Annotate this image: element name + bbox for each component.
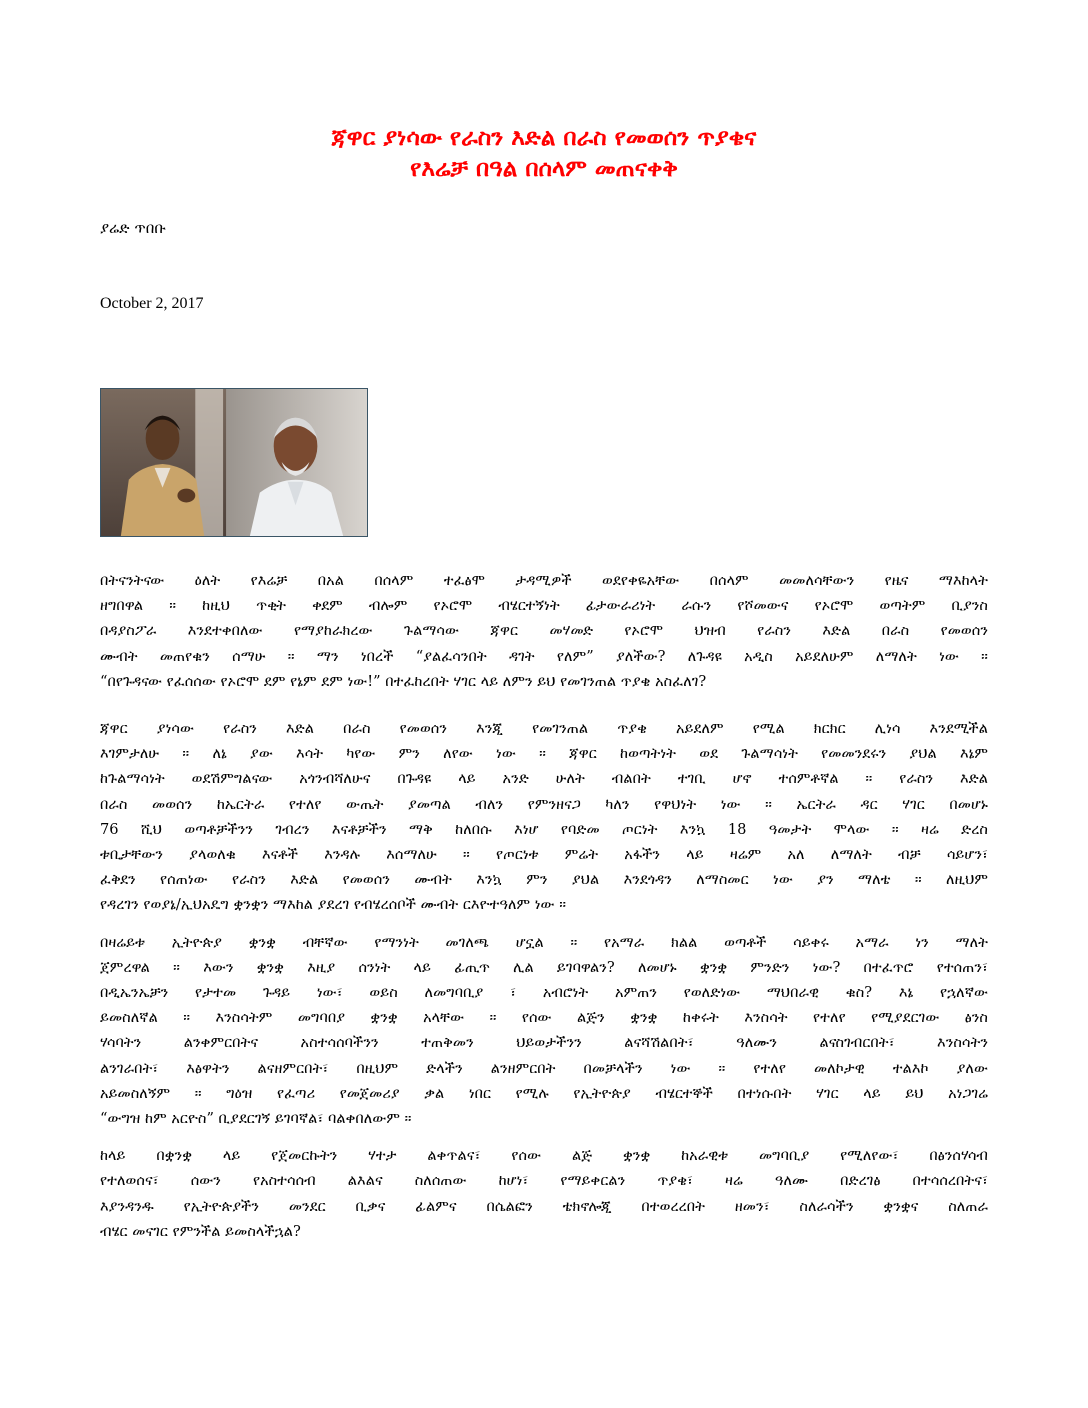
paragraph-line: ልንገራበት፣ እፅዋትን ልናዘምርበት፣ በዚህም ድላችን ልንዘምርበት በመቻላችን ነው ። የተለየ መለኮታዊ ተልእኮ ያለው [100,1059,988,1077]
paragraph-line: የዳረገን የወያኔ/ኢህአዴግ ቋንቋን ማእከል ያደረገ የብሄረሰቦች ሙብት ርእዮተዓለም ነው ። [100,896,567,914]
paragraph-line: ፈቅደን የሰጠነው የራስን እድል የመወሰን ሙብት እንኳ ምን ያህል እንደጎዳን ለማስመር ነው ያን ማለቴ ። ለዚህም [100,871,988,889]
portrait-photo-icon [101,389,367,536]
paragraph-line: በትናንትናው ዕለት የእሬቻ በአል በሰላም ተፈፅሞ ታዳሚዎች ወደየቀዬአቸው በሰላም መመለሳቸውን የዜና ማእከላት [100,572,988,589]
paragraph-line: ከጉልማሳነት ወደሽምግልናው አጎንብሻለሁና በጉዳዩ ላይ አንድ ሁለት ብልበት ተገቢ ሆኖ ተሰምቶኛል ። የራስን እድል [100,770,988,788]
paragraph-line: በዳያስፖራ እንደተቀበለው የማያከራክረው ጉልማሳው ጃዋር መሃመድ የኦሮሞ ህዝብ የራስን እድል በራስ የመወሰን [100,622,988,640]
article-title [100,122,988,184]
paragraph-2 [100,716,988,918]
paragraph-1 [100,568,988,694]
paragraph-line: “ውግዝ ከም አርዮስ” ቢያደርገኝ ይገባኛል፣ ባልቀበለውም ። [100,1110,412,1128]
paragraph-3 [100,930,988,1132]
paragraph-line: 76 ሺህ ወጣቶቻችንን ገብረን እናቶቻችን ማቅ ከለበሱ እነሆ የባድመ ጦርነት እንኳ 18 ዓመታት ሞላው ። ዛሬ ድረስ [100,820,988,838]
paragraph-line: ዘግበዋል ። ከዚህ ጥቂት ቀደም ብሎም የኦሮሞ ብሄርተኝነት ፊታውራሪነት ራሱን የሾመውና የኦሮሞ ወጣትም ቢያንስ [100,597,988,615]
paragraph-line: ሃሳባትን ልንቀምርበትና አስተሳሰባችንን ተጠቅመን ህይወታችንን ልናሻሽልበት፣ ዓለሙን ልናስገብርበት፣ እንስሳትን [100,1034,988,1052]
portrait-photo [100,388,368,537]
paragraph-line: ብሄር መናገር የምንችል ይመስላችኋል? [100,1222,301,1240]
article-date: October 2, 2017 [100,295,204,312]
paragraph-line: ቱቢታቸውን ያላወለቁ እናቶች እንዳሉ እሰማለሁ ። የጦርነቱ ምሬት አፋችን ላይ ዛሬም አለ ለማለት ብቻ ሳይሆን፣ [100,846,988,864]
paragraph-line: ጀምረዋል ። እውን ቋንቋ እዚያ ሰንነት ላይ ፊጢጥ ሊል ይገባዋልን? ለመሆኑ ቋንቋ ምንድን ነው? በተፈጥሮ የተሰጠን፣ [100,958,988,976]
paragraph-line: ሙብት መጠየቁን ሰማሁ ። ማን ነበረች “ያልፈሳንበት ዳገት የለም” ያለችው? ለጉዳዩ አዲስ አይደለሁም ለማለት ነው ። [100,647,988,665]
paragraph-line: ጃዋር ያነሳው የራስን እድል በራስ የመወሰን እንጂ የመገንጠል ጥያቄ አይደለም የሚል ክርክር ሊነሳ እንደሚችል [100,720,988,738]
title-line-1: ጃዋር ያነሳው የራስን እድል በራስ የመወሰን ጥያቄና [331,124,757,151]
paragraph-line: በዛሬይቱ ኢትዮጵያ ቋንቋ ብቸኛው የማንነት መገለጫ ሆኗል ። የአማራ ክልል ወጣቶች ሳይቀሩ አማራ ነን ማለት [100,933,988,951]
paragraph-line: “በየጉዳናው የፈሰሰው የኦሮሞ ደም የኔም ደም ነው!” በተፈከረበት ሃገር ላይ ለምን ይህ የመገንጠል ጥያቄ አስፈለገ? [100,672,707,690]
title-line-2: የእሬቻ በዓል በሰላም መጠናቀቅ [410,155,678,182]
paragraph-line: እገምታለሁ ። ለኔ ያው እሳት ካየው ምን ለየው ነው ። ጃዋር ከወጣትነት ወደ ጉልማሳነት የመመንደሩን ያህል እኔም [100,745,988,763]
paragraph-line: በዲኤንኤቻን የታተመ ጉዳይ ነው፣ ወይስ ለመግባቢያ ፣ አብሮነት አምጠን የወለድነው ማህበራዊ ቁስ? እኔ የኋለኛው [100,984,988,1002]
paragraph-line: እያንዳንዱ የኢትዮጵያችን መንደር ቢቃና ፊልምና በሴልፎን ቴክኖሎጂ በተወረረበት ዘመን፣ ስለራሳችን ቋንቋና ስለጠራ [100,1197,988,1215]
paragraph-line: ይመስለኛል ። እንስሳትም መግባበያ ቋንቋ አላቸው ። የሰው ልጅን ቋንቋ ከቀሩት እንስሳት የተለየ የሚያደርገው ፅንስ [100,1009,988,1027]
article-body [100,568,988,1244]
paragraph-line: ከላይ በቋንቋ ላይ የጀመርኩትን ሃተታ ልቀጥልና፣ የሰው ልጅ ቋንቋ ከአራዊቱ መግባቢያ የሚለየው፣ በፅንሰሃሳብ [100,1147,988,1165]
paragraph-line: በራስ መወሰን ከኤርትራ የተለየ ውጤት ያመጣል ብለን የምንዘናጋ ካለን የዋህነት ነው ። ኤርትራ ዳር ሃገር በመሆኑ [100,795,988,813]
paragraph-line: የተለወሰና፣ ሰውን የአስተሳሰብ ልእልና ስለሰጠው ከሆነ፣ የማይቀርልን ጥያቄ፣ ዛሬ ዓለሙ በድረገፅ በተሳሰረበትና፣ [100,1172,988,1190]
paragraph-4 [100,1143,988,1244]
author-name: ያሬድ ጥበቡ [100,219,166,237]
paragraph-line: አይመስለኝም ። ግዕዝ የፈጣሪ የመጀመሪያ ቃል ነበር የሚሉ የኢትዮጵያ ብሄርተኞች በተነሱበት ሃገር ላይ ይህ አነጋገሬ [100,1084,988,1102]
